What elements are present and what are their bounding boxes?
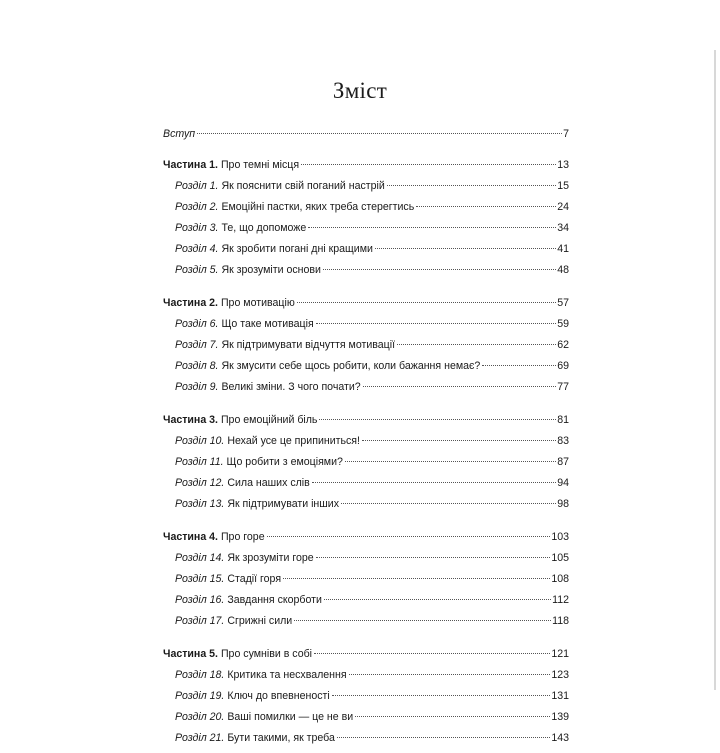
- toc-part-entry[interactable]: [163, 297, 569, 318]
- toc-entry-title: Емоційні пастки, яких треба стерегтись: [218, 201, 415, 213]
- toc-entry-title: Як підтримувати відчуття мотивації: [218, 339, 396, 351]
- toc-intro-entry[interactable]: [163, 128, 569, 149]
- toc-entry-label: [163, 414, 318, 426]
- toc-chapter-entry[interactable]: [163, 222, 569, 243]
- toc-entry-keyword: Частина 4.: [163, 531, 218, 543]
- toc-entry-label: [163, 318, 315, 330]
- toc-entry-keyword: Розділ 5.: [175, 264, 219, 276]
- toc-chapter-entry[interactable]: [163, 339, 569, 360]
- toc-chapter-entry[interactable]: [163, 360, 569, 381]
- toc-page-number: 105: [551, 552, 569, 564]
- toc-entry-keyword: Розділ 12.: [175, 477, 225, 489]
- toc-page-number: 98: [557, 498, 569, 510]
- toc-page-number: 143: [551, 732, 569, 744]
- dot-leader: [294, 620, 551, 621]
- toc-entry-keyword: Розділ 20.: [175, 711, 225, 723]
- dot-leader: [301, 164, 556, 165]
- toc-part-entry[interactable]: [163, 159, 569, 180]
- toc-chapter-entry[interactable]: [163, 264, 569, 285]
- toc-page-number: 108: [551, 573, 569, 585]
- toc-page-number: 131: [551, 690, 569, 702]
- toc-entry-label: [163, 477, 311, 489]
- toc-page-number: 24: [557, 201, 569, 213]
- dot-leader: [375, 248, 556, 249]
- toc-entry-label: [163, 615, 293, 627]
- toc-entry-title: Як зробити погані дні кращими: [218, 243, 373, 255]
- toc-entry-keyword: Частина 1.: [163, 159, 218, 171]
- toc-entry-keyword: Розділ 14.: [175, 552, 225, 564]
- toc-entry-title: Як змусити себе щось робити, коли бажання немає?: [218, 360, 481, 372]
- toc-entry-keyword: Розділ 21.: [175, 732, 225, 744]
- toc-chapter-entry[interactable]: [163, 180, 569, 201]
- toc-entry-label: [163, 264, 322, 276]
- toc-page-number: 69: [557, 360, 569, 372]
- toc-entry-label: [163, 669, 348, 681]
- dot-leader: [337, 737, 550, 738]
- toc-entry-title: Ключ до впевненості: [224, 690, 330, 702]
- toc-chapter-entry[interactable]: [163, 711, 569, 732]
- toc-entry-title: Стадії горя: [224, 573, 282, 585]
- toc-entry-label: [163, 222, 307, 234]
- toc-entry-label: [163, 573, 282, 585]
- toc-entry-keyword: Розділ 8.: [175, 360, 219, 372]
- toc-entry-label: [163, 594, 323, 606]
- toc-chapter-entry[interactable]: [163, 381, 569, 402]
- toc-entry-label: [163, 690, 331, 702]
- toc-page-number: 7: [563, 128, 569, 140]
- toc-entry-keyword: Розділ 3.: [175, 222, 219, 234]
- toc-chapter-entry[interactable]: [163, 318, 569, 339]
- dot-leader: [323, 269, 556, 270]
- toc-page-number: 41: [557, 243, 569, 255]
- dot-leader: [324, 599, 551, 600]
- toc-entry-keyword: Розділ 15.: [175, 573, 225, 585]
- toc-entry-label: [163, 648, 313, 660]
- toc-entry-keyword: Розділ 13.: [175, 498, 225, 510]
- table-of-contents: [163, 128, 569, 753]
- toc-chapter-entry[interactable]: [163, 594, 569, 615]
- toc-entry-label: [163, 159, 300, 171]
- toc-chapter-entry[interactable]: [163, 669, 569, 690]
- dot-leader: [267, 536, 551, 537]
- toc-page-number: 57: [557, 297, 569, 309]
- toc-entry-keyword: Розділ 17.: [175, 615, 225, 627]
- toc-entry-title: Як зрозуміти основи: [218, 264, 321, 276]
- toc-entry-title: Як підтримувати інших: [224, 498, 339, 510]
- toc-section: [163, 159, 569, 285]
- toc-entry-keyword: Частина 3.: [163, 414, 218, 426]
- toc-entry-title: Як зрозуміти горе: [224, 552, 314, 564]
- toc-page-number: 77: [557, 381, 569, 393]
- toc-entry-title: Як пояснити свій поганий настрій: [218, 180, 385, 192]
- toc-entry-title: Сила наших слів: [224, 477, 310, 489]
- toc-entry-keyword: Розділ 16.: [175, 594, 225, 606]
- dot-leader: [482, 365, 556, 366]
- toc-entry-title: Критика та несхвалення: [224, 669, 347, 681]
- toc-entry-title: Великі зміни. З чого почати?: [218, 381, 361, 393]
- dot-leader: [283, 578, 550, 579]
- toc-page-number: 112: [552, 594, 569, 606]
- toc-page-number: 103: [551, 531, 569, 543]
- toc-chapter-entry[interactable]: [163, 573, 569, 594]
- dot-leader: [362, 440, 556, 441]
- toc-chapter-entry[interactable]: [163, 498, 569, 519]
- toc-entry-keyword: Розділ 7.: [175, 339, 219, 351]
- toc-page-number: 15: [557, 180, 569, 192]
- dot-leader: [341, 503, 556, 504]
- toc-section: [163, 414, 569, 519]
- toc-part-entry[interactable]: [163, 531, 569, 552]
- dot-leader: [314, 653, 550, 654]
- toc-entry-label: [163, 711, 354, 723]
- toc-entry-label: [163, 180, 386, 192]
- toc-chapter-entry[interactable]: [163, 615, 569, 636]
- toc-entry-title: Про темні місця: [218, 159, 300, 171]
- toc-entry-keyword: Розділ 10.: [175, 435, 225, 447]
- toc-entry-title: Те, що допоможе: [218, 222, 307, 234]
- toc-entry-label: [163, 297, 296, 309]
- toc-chapter-entry[interactable]: [163, 435, 569, 456]
- toc-page-number: 139: [551, 711, 569, 723]
- toc-entry-title: Про горе: [218, 531, 265, 543]
- toc-entry-title: Сгрижні сили: [224, 615, 293, 627]
- toc-section: [163, 128, 569, 149]
- toc-entry-label: [163, 339, 396, 351]
- toc-entry-keyword: Розділ 11.: [175, 456, 224, 468]
- toc-page-number: 118: [552, 615, 569, 627]
- dot-leader: [345, 461, 556, 462]
- toc-entry-keyword: Вступ: [163, 128, 196, 140]
- toc-entry-title: Про сумніви в собі: [218, 648, 313, 660]
- dot-leader: [416, 206, 556, 207]
- toc-entry-label: [163, 531, 266, 543]
- toc-page-number: 121: [551, 648, 569, 660]
- toc-page-number: 94: [557, 477, 569, 489]
- toc-page-number: 83: [557, 435, 569, 447]
- toc-chapter-entry[interactable]: [163, 690, 569, 711]
- toc-entry-label: [163, 456, 344, 468]
- toc-entry-keyword: Розділ 4.: [175, 243, 219, 255]
- toc-entry-title: Бути такими, як треба: [224, 732, 335, 744]
- dot-leader: [355, 716, 550, 717]
- toc-entry-label: [163, 552, 315, 564]
- page-edge-shadow: [714, 50, 716, 690]
- toc-entry-keyword: Частина 2.: [163, 297, 218, 309]
- toc-entry-label: [163, 381, 362, 393]
- toc-entry-title: Про емоційний біль: [218, 414, 318, 426]
- toc-page-number: 59: [557, 318, 569, 330]
- toc-entry-keyword: Розділ 18.: [175, 669, 225, 681]
- toc-entry-keyword: Розділ 9.: [175, 381, 219, 393]
- toc-page-number: 13: [557, 159, 569, 171]
- toc-entry-title: Про мотивацію: [218, 297, 295, 309]
- toc-entry-keyword: Розділ 19.: [175, 690, 225, 702]
- dot-leader: [363, 386, 557, 387]
- toc-entry-label: [163, 435, 361, 447]
- toc-page-number: 48: [557, 264, 569, 276]
- toc-chapter-entry[interactable]: [163, 477, 569, 498]
- toc-entry-label: [163, 360, 481, 372]
- toc-entry-keyword: Частина 5.: [163, 648, 218, 660]
- toc-page-number: 81: [557, 414, 569, 426]
- toc-entry-title: Нехай усе це припиниться!: [224, 435, 360, 447]
- dot-leader: [319, 419, 556, 420]
- dot-leader: [397, 344, 556, 345]
- dot-leader: [349, 674, 551, 675]
- dot-leader: [316, 323, 557, 324]
- dot-leader: [332, 695, 551, 696]
- toc-part-entry[interactable]: [163, 648, 569, 669]
- toc-page-number: 34: [557, 222, 569, 234]
- toc-entry-title: Завдання скорботи: [224, 594, 322, 606]
- toc-page-number: 123: [551, 669, 569, 681]
- dot-leader: [387, 185, 556, 186]
- dot-leader: [197, 133, 562, 134]
- dot-leader: [297, 302, 556, 303]
- toc-chapter-entry[interactable]: [163, 201, 569, 222]
- toc-chapter-entry[interactable]: [163, 243, 569, 264]
- toc-entry-title: Що робити з емоціями?: [223, 456, 343, 468]
- page-title: Зміст: [332, 78, 388, 103]
- toc-part-entry[interactable]: [163, 414, 569, 435]
- toc-entry-keyword: Розділ 6.: [175, 318, 219, 330]
- toc-entry-keyword: Розділ 1.: [175, 180, 219, 192]
- toc-entry-keyword: Розділ 2.: [175, 201, 219, 213]
- toc-entry-label: [163, 201, 415, 213]
- toc-section: [163, 297, 569, 402]
- toc-entry-title: Ваші помилки — це не ви: [224, 711, 354, 723]
- toc-page-number: 62: [557, 339, 569, 351]
- toc-chapter-entry[interactable]: [163, 552, 569, 573]
- toc-section: [163, 531, 569, 636]
- dot-leader: [308, 227, 556, 228]
- dot-leader: [316, 557, 551, 558]
- toc-entry-label: [163, 128, 196, 140]
- toc-section: [163, 648, 569, 753]
- toc-entry-label: [163, 243, 374, 255]
- toc-entry-title: Що таке мотивація: [218, 318, 314, 330]
- toc-entry-label: [163, 732, 336, 744]
- toc-chapter-entry[interactable]: [163, 732, 569, 753]
- dot-leader: [312, 482, 556, 483]
- toc-entry-label: [163, 498, 340, 510]
- toc-page-number: 87: [557, 456, 569, 468]
- toc-chapter-entry[interactable]: [163, 456, 569, 477]
